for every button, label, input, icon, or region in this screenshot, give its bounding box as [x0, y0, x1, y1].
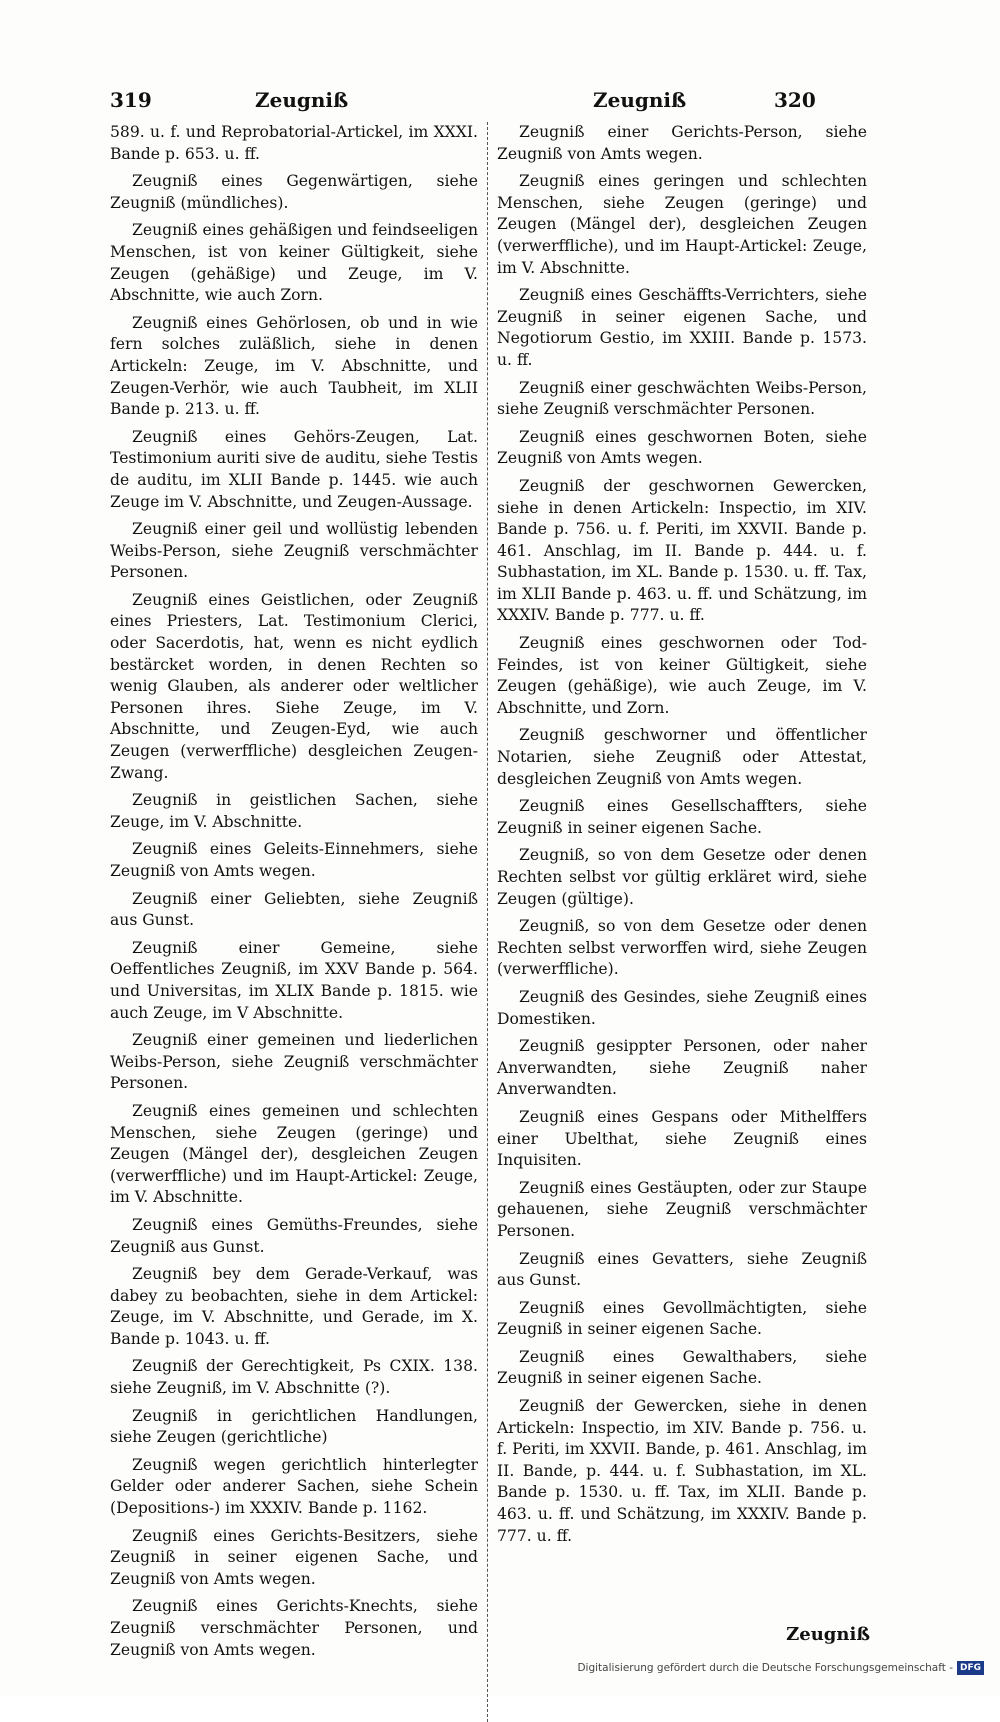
entry: Zeugniß eines Gestäupten, oder zur Staupe gehauenen, siehe Zeugniß verschmächter Personen. [497, 1178, 867, 1240]
right-column [497, 122, 867, 1553]
catchword: Zeugniß [786, 1624, 870, 1645]
entry: Zeugniß gesippter Personen, oder naher Anverwandten, siehe Zeugniß naher Anverwandten. [497, 1037, 867, 1099]
left-column [110, 122, 478, 1667]
entry: Zeugniß eines Gemüths-Freundes, siehe Zeugniß aus Gunst. [110, 1215, 478, 1256]
entry: Zeugniß einer Geliebten, siehe Zeugniß aus Gunst. [110, 889, 478, 930]
entry: Zeugniß eines Gevatters, siehe Zeugniß aus Gunst. [497, 1249, 867, 1290]
entry: Zeugniß der Gerechtigkeit, Ps CXIX. 138. siehe Zeugniß, im V. Abschnitte (?). [110, 1357, 478, 1398]
entry: Zeugniß eines Geschäffts-Verrichters, siehe Zeugniß in seiner eigenen Sache, und Negotiorum Gestio, im XXIII. Bande p. 1573. u. ff. [497, 286, 867, 369]
entry: Zeugniß eines Gehörlosen, ob und in wie fern solches zuläßlich, siehe in denen Artickeln: Zeuge, im V. Abschnitte, und Zeugen-Verhör, wie auch Taubheit, im XLII Bande p. 213. u. ff. [110, 313, 478, 419]
entry: Zeugniß eines Gesellschaffters, siehe Zeugniß in seiner eigenen Sache. [497, 797, 867, 837]
entry: Zeugniß der Gewercken, siehe in denen Artickeln: Inspectio, im XIV. Bande p. 756. u. f. Periti, im XXVII. Bande, p. 461. Anschlag, im II. Bande, p. 444. u. f. Subhastation, im XL. Bande p. 1530. u. ff. Tax, im XLII. Bande p. 463. u. ff. und Schätzung, im XXXIV. Bande p. 777. u. ff. [497, 1397, 867, 1545]
entry: Zeugniß in geistlichen Sachen, siehe Zeuge, im V. Abschnitte. [110, 791, 478, 831]
entry: Zeugniß eines geschwornen Boten, siehe Zeugniß von Amts wegen. [497, 427, 867, 468]
entry: Zeugniß eines Gevollmächtigten, siehe Zeugniß in seiner eigenen Sache. [497, 1298, 867, 1339]
right-page-number: 320 [774, 88, 816, 112]
entry: Zeugniß eines Gerichts-Besitzers, siehe Zeugniß in seiner eigenen Sache, und Zeugniß von Amts wegen. [110, 1526, 478, 1588]
footer-text: Digitalisierung gefördert durch die Deutsche Forschungsgemeinschaft - [577, 1662, 953, 1674]
dfg-logo: DFG [957, 1661, 984, 1675]
entry: Zeugniß eines geschwornen oder Tod-Feindes, ist von keiner Gültigkeit, siehe Zeugen (gehäßige), wie auch Zeuge, im V. Abschnitte, und Zorn. [497, 634, 867, 717]
entry: Zeugniß einer gemeinen und liederlichen Weibs-Person, siehe Zeugniß verschmächter Personen. [110, 1031, 478, 1093]
entry: Zeugniß eines Gespans oder Mithelffers einer Ubelthat, siehe Zeugniß eines Inquisiten. [497, 1107, 867, 1170]
entry: Zeugniß des Gesindes, siehe Zeugniß eines Domestiken. [497, 987, 867, 1028]
left-running-title: Zeugniß [255, 88, 349, 112]
right-running-title: Zeugniß [593, 88, 687, 112]
entry: Zeugniß eines Gegenwärtigen, siehe Zeugniß (mündliches). [110, 172, 478, 212]
column-divider [487, 122, 488, 1722]
left-page-number: 319 [110, 88, 152, 112]
entry: Zeugniß, so von dem Gesetze oder denen Rechten selbst verworffen wird, siehe Zeugen (verwerffliche). [497, 917, 867, 979]
entry: Zeugniß einer geil und wollüstig lebenden Weibs-Person, siehe Zeugniß verschmächter Personen. [110, 520, 478, 582]
entry: Zeugniß einer Gerichts-Person, siehe Zeugniß von Amts wegen. [497, 123, 867, 163]
entry: Zeugniß eines Geleits-Einnehmers, siehe Zeugniß von Amts wegen. [110, 840, 478, 880]
entry: Zeugniß eines Gerichts-Knechts, siehe Zeugniß verschmächter Personen, und Zeugniß von Amts wegen. [110, 1597, 478, 1659]
entry: Zeugniß in gerichtlichen Handlungen, siehe Zeugen (gerichtliche) [110, 1406, 478, 1447]
entry: Zeugniß einer geschwächten Weibs-Person, siehe Zeugniß verschmächter Personen. [497, 378, 867, 419]
entry: Zeugniß eines geringen und schlechten Menschen, siehe Zeugen (geringe) und Zeugen (Mängel der), desgleichen Zeugen (verwerffliche), und im Haupt-Artickel: Zeuge, im V. Abschnitte. [497, 172, 867, 277]
entry: Zeugniß einer Gemeine, siehe Oeffentliches Zeugniß, im XXV Bande p. 564. und Universitas, im XLIX Bande p. 1815. wie auch Zeuge, im V Abschnitte. [110, 938, 478, 1022]
digitization-footer [577, 1661, 984, 1675]
entry: Zeugniß eines Gewalthabers, siehe Zeugniß in seiner eigenen Sache. [497, 1347, 867, 1388]
entry: Zeugniß eines Geistlichen, oder Zeugniß eines Priesters, Lat. Testimonium Clerici, oder Sacerdotis, hat, wenn es nicht eydlich bestärcket worden, in denen Rechten so wenig Glauben, als anderer oder weltlicher Personen ihres. Siehe Zeuge, im V. Abschnitte, und Zeugen-Eyd, wie auch Zeugen (verwerffliche) desgleichen Zeugen-Zwang. [110, 590, 478, 782]
entry: Zeugniß geschworner und öffentlicher Notarien, siehe Zeugniß oder Attestat, desgleichen Zeugniß von Amts wegen. [497, 726, 867, 788]
entry: Zeugniß eines gehäßigen und feindseeligen Menschen, ist von keiner Gültigkeit, siehe Zeugen (gehäßige) und Zeuge, im V. Abschnitte, wie auch Zorn. [110, 221, 478, 305]
entry: Zeugniß wegen gerichtlich hinterlegter Gelder oder anderer Sachen, siehe Schein (Depositions-) im XXXIV. Bande p. 1162. [110, 1455, 478, 1518]
entry: Zeugniß der geschwornen Gewercken, siehe in denen Artickeln: Inspectio, im XIV. Bande p. 756. u. f. Periti, im XXVII. Bande p. 461. Anschlag, im II. Bande p. 444. u. f. Subhastation, im XL. Bande p. 1530. u. ff. Tax, im XLII Bande p. 463. u. ff. und Schätzung, im XXXIV. Bande p. 777. u. ff. [497, 476, 867, 625]
entry: Zeugniß eines gemeinen und schlechten Menschen, siehe Zeugen (geringe) und Zeugen (Mängel der), desgleichen Zeugen (verwerffliche) und im Haupt-Artickel: Zeuge, im V. Abschnitte. [110, 1101, 478, 1207]
entry: 589. u. f. und Reprobatorial-Artickel, im XXXI. Bande p. 653. u. ff. [110, 123, 478, 163]
entry: Zeugniß bey dem Gerade-Verkauf, was dabey zu beobachten, siehe in dem Artickel: Zeuge, im V. Abschnitte, und Gerade, im X. Bande p. 1043. u. ff. [110, 1265, 478, 1348]
entry: Zeugniß, so von dem Gesetze oder denen Rechten selbst vor gültig erkläret wird, siehe Zeugen (gültige). [497, 846, 867, 908]
entry: Zeugniß eines Gehörs-Zeugen, Lat. Testimonium auriti sive de auditu, siehe Testis de auditu, im XLII Bande p. 1445. wie auch Zeuge im V. Abschnitte, und Zeugen-Aussage. [110, 427, 478, 511]
